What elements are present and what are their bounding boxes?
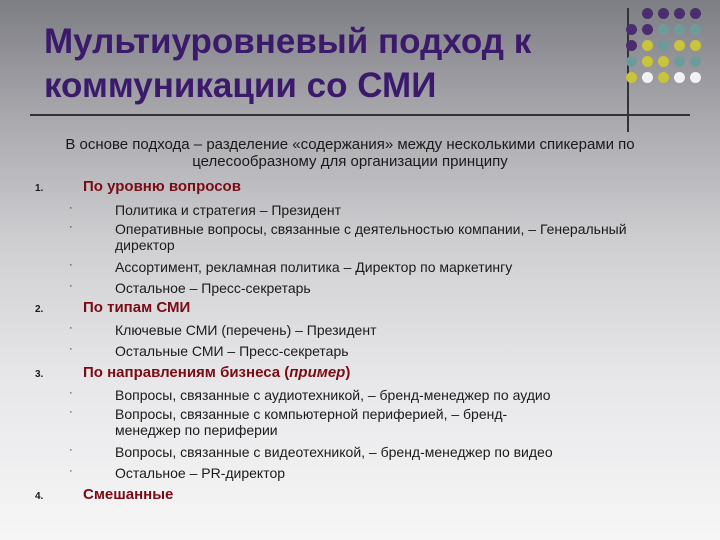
decorative-dot <box>626 24 637 35</box>
bullet-marker: · <box>69 444 73 456</box>
decorative-dot <box>690 8 701 19</box>
section-number: 4. <box>35 491 44 502</box>
decorative-dot-grid <box>0 0 720 130</box>
bullet-marker: · <box>69 343 73 355</box>
intro-text: В основе подхода – разделение «содержания» между несколькими спикерами по целесообразному для организации принципу <box>65 136 635 170</box>
bullet-marker: · <box>69 322 73 334</box>
decorative-dot <box>642 72 653 83</box>
decorative-dot <box>642 8 653 19</box>
decorative-dot <box>626 56 637 67</box>
bullet-marker: · <box>69 280 73 292</box>
decorative-dot <box>674 40 685 51</box>
list-item: Остальные СМИ – Пресс-секретарь <box>115 343 349 359</box>
decorative-dot <box>642 56 653 67</box>
section-heading-text: По направлениям бизнеса ( <box>83 364 290 381</box>
decorative-dot <box>690 24 701 35</box>
bullet-marker: · <box>69 221 73 233</box>
bullet-marker: · <box>69 202 73 214</box>
decorative-dot <box>690 56 701 67</box>
list-item: Вопросы, связанные с видеотехникой, – бренд-менеджер по видео <box>115 444 553 460</box>
decorative-dot <box>642 40 653 51</box>
section-heading: Смешанные <box>83 486 174 503</box>
list-item: Ключевые СМИ (перечень) – Президент <box>115 322 377 338</box>
decorative-dot <box>658 24 669 35</box>
list-item: Остальное – PR-директор <box>115 465 286 481</box>
section-heading: По типам СМИ <box>83 299 191 316</box>
decorative-dot <box>690 40 701 51</box>
decorative-dot <box>658 40 669 51</box>
decorative-dot <box>658 8 669 19</box>
section-heading-tail: ) <box>345 364 351 381</box>
section-heading <box>83 364 350 381</box>
decorative-dot <box>642 24 653 35</box>
decorative-dot <box>674 8 685 19</box>
decorative-dot <box>674 24 685 35</box>
list-item: Оперативные вопросы, связанные с деятельностью компании, – Генеральный директор <box>115 221 627 253</box>
decorative-dot <box>674 72 685 83</box>
bullet-marker: · <box>69 387 73 399</box>
list-item: Политика и стратегия – Президент <box>115 202 342 218</box>
decorative-dot <box>626 72 637 83</box>
section-number: 2. <box>35 304 44 315</box>
list-item: Вопросы, связанные с аудиотехникой, – бренд-менеджер по аудио <box>115 387 551 403</box>
list-item: Остальное – Пресс-секретарь <box>115 280 311 296</box>
decorative-dot <box>658 72 669 83</box>
decorative-dot <box>626 40 637 51</box>
list-item: Вопросы, связанные с компьютерной периферией, – бренд-менеджер по периферии <box>115 406 508 438</box>
bullet-marker: · <box>69 406 73 418</box>
list-item: Ассортимент, рекламная политика – Директор по маркетингу <box>115 259 513 275</box>
section-heading: По уровню вопросов <box>83 178 241 195</box>
bullet-marker: · <box>69 259 73 271</box>
decorative-dot <box>690 72 701 83</box>
section-heading-emphasis: пример <box>289 364 346 381</box>
decorative-dot <box>674 56 685 67</box>
section-number: 1. <box>35 183 44 194</box>
section-number: 3. <box>35 369 44 380</box>
slide-title: Мультиуровневый подход к коммуникации со СМИ <box>44 22 532 105</box>
bullet-marker: · <box>69 465 73 477</box>
decorative-dot <box>658 56 669 67</box>
